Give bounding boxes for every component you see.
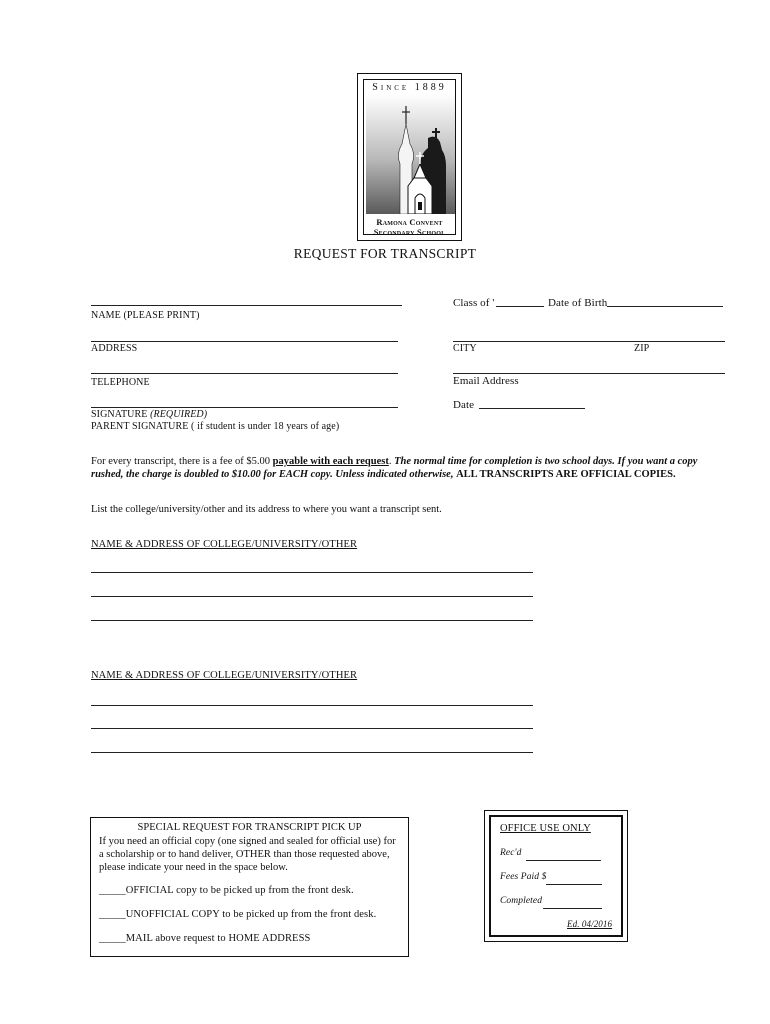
special-heading: SPECIAL REQUEST FOR TRANSCRIPT PICK UP — [137, 822, 362, 833]
list-instruction: List the college/university/other and its address to where you want a transcript sent. — [91, 504, 442, 515]
fees-paid-line[interactable] — [546, 884, 602, 885]
edition-label: Ed. 04/2016 — [567, 919, 613, 929]
date-of-birth-label: Date of Birth — [548, 297, 608, 309]
college-2-line-2[interactable] — [91, 728, 533, 729]
school-logo — [357, 73, 462, 241]
option-mail-home[interactable]: _____MAIL above request to HOME ADDRESS — [99, 933, 311, 944]
name-label: NAME (PLEASE PRINT) — [91, 310, 200, 321]
completed-line[interactable] — [543, 908, 602, 909]
signature-line[interactable] — [91, 407, 398, 408]
option-unofficial-pickup[interactable]: _____UNOFFICIAL COPY to be picked up from the front desk. — [99, 909, 377, 920]
email-label: Email Address — [453, 375, 519, 387]
date-label: Date — [453, 399, 475, 411]
fee-paragraph: For every transcript, there is a fee of $5.00 payable with each request. The normal time for completion is two school days. If you want a copy rushed, the charge is doubled to $10.00 for EACH copy. Unless indicated otherwise, ALL TRANSCRIPTS ARE OFFICIAL COPIES. — [91, 456, 698, 480]
college-heading-2: NAME & ADDRESS OF COLLEGE/UNIVERSITY/OTHER — [91, 670, 358, 681]
parent-signature-label: PARENT SIGNATURE ( if student is under 18 years of age) — [91, 421, 340, 432]
logo-name-line2: Secondary School — [373, 227, 446, 237]
zip-label: ZIP — [634, 343, 650, 354]
address-label: ADDRESS — [91, 343, 138, 354]
college-heading-1: NAME & ADDRESS OF COLLEGE/UNIVERSITY/OTHER — [91, 539, 358, 550]
email-line[interactable] — [453, 373, 725, 374]
option-official-pickup[interactable]: _____OFFICIAL copy to be picked up from the front desk. — [99, 885, 354, 896]
city-zip-line[interactable] — [453, 341, 725, 342]
telephone-label: TELEPHONE — [91, 377, 150, 388]
special-request-box — [90, 817, 409, 957]
office-heading: OFFICE USE ONLY — [500, 823, 591, 834]
college-2-line-1[interactable] — [91, 705, 533, 706]
page-title: REQUEST FOR TRANSCRIPT — [293, 246, 477, 261]
office-use-box — [484, 810, 628, 942]
recd-line[interactable] — [526, 860, 601, 861]
date-of-birth-line[interactable] — [607, 306, 723, 307]
college-2-line-3[interactable] — [91, 752, 533, 753]
college-1-line-1[interactable] — [91, 572, 533, 573]
fees-paid-label: Fees Paid $ — [500, 872, 547, 882]
special-body: If you need an official copy (one signed and sealed for official use) for a scholarship or to hand deliver, OTHER than those requested above, please indicate your need in the space below. — [99, 836, 396, 873]
college-1-line-2[interactable] — [91, 596, 533, 597]
logo-since: Since 1889 — [372, 82, 447, 93]
class-of-line[interactable] — [496, 306, 544, 307]
class-of-label: Class of ' — [453, 297, 495, 309]
signature-label: SIGNATURE (REQUIRED) — [91, 409, 208, 420]
completed-label: Completed — [500, 896, 543, 906]
recd-label: Rec'd — [500, 848, 522, 858]
date-line[interactable] — [479, 408, 585, 409]
logo-name-line1: Ramona Convent — [376, 217, 443, 227]
name-line[interactable] — [91, 305, 402, 306]
telephone-line[interactable] — [91, 373, 398, 374]
city-label: CITY — [453, 343, 477, 354]
address-line[interactable] — [91, 341, 398, 342]
college-1-line-3[interactable] — [91, 620, 533, 621]
chapel-illustration — [366, 94, 455, 214]
